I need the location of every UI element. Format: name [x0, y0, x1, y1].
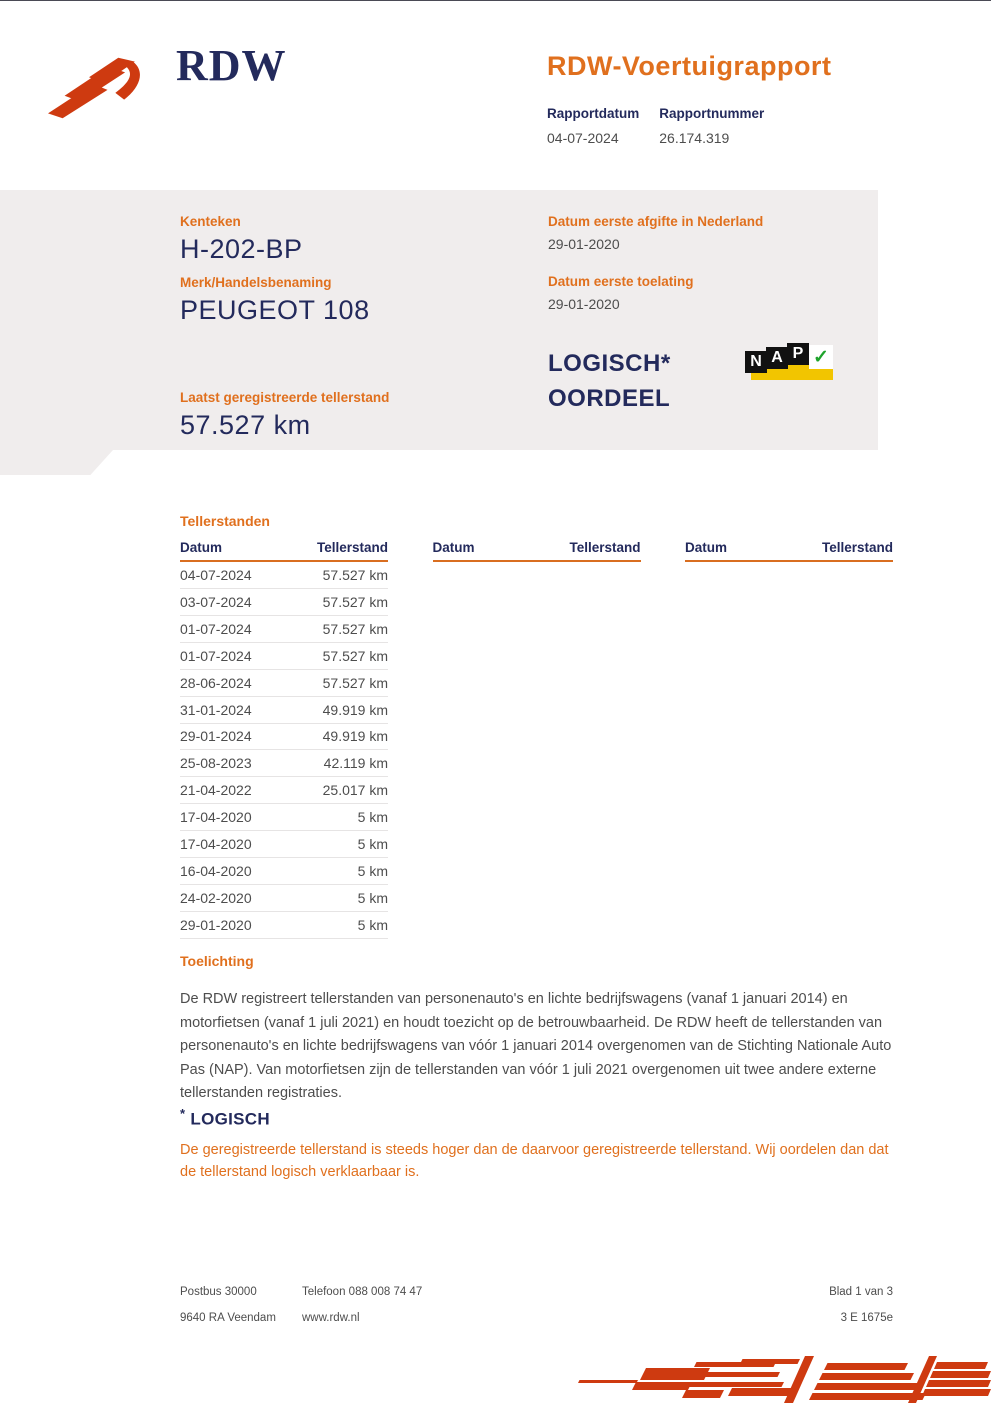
- tellerstanden-rows: [180, 562, 388, 939]
- row-tellerstand: 25.017 km: [322, 782, 388, 799]
- vehicle-summary-panel: [0, 190, 878, 450]
- page-footer: [180, 1286, 893, 1338]
- afgifte-label: Datum eerste afgifte in Nederland: [548, 214, 764, 229]
- nap-letter-p: P: [787, 343, 809, 365]
- page-top-rule: [0, 0, 991, 1]
- row-tellerstand: 49.919 km: [322, 701, 388, 718]
- rdw-feather-logo-icon: [48, 50, 170, 122]
- row-tellerstand: 57.527 km: [322, 593, 388, 610]
- row-tellerstand: 5 km: [357, 809, 388, 826]
- col-tellerstand: Tellerstand: [316, 540, 388, 555]
- row-datum: 28-06-2024: [180, 674, 252, 691]
- report-number-value: 26.174.319: [659, 130, 730, 146]
- nap-logo: [745, 342, 835, 386]
- row-datum: 29-01-2024: [180, 728, 252, 745]
- table-row: [180, 697, 388, 724]
- col-tellerstand: Tellerstand: [569, 540, 641, 555]
- rdw-wordmark: RDW: [176, 41, 287, 90]
- tellerstanden-header-row: [180, 540, 893, 562]
- logisch-star: *: [180, 1106, 186, 1121]
- afgifte-value: 29-01-2020: [548, 236, 620, 252]
- logisch-section: [180, 1106, 907, 1184]
- col-datum: Datum: [685, 540, 728, 555]
- row-tellerstand: 5 km: [357, 863, 388, 880]
- merk-label: Merk/Handelsbenaming: [180, 275, 332, 290]
- logisch-title: * LOGISCH: [180, 1106, 270, 1129]
- header-group-2: [433, 540, 641, 562]
- footer-form-code: 3 E 1675e: [840, 1312, 893, 1324]
- table-row: [180, 858, 388, 885]
- logisch-body: De geregistreerde tellerstand is steeds hoger dan de daarvoor geregistreerde tellerstand. Wij oordelen dan dat de tellerstand logisch verklaarbaar is.: [180, 1141, 889, 1181]
- table-row: [180, 589, 388, 616]
- toelichting-section: [180, 953, 907, 1106]
- table-row: [180, 885, 388, 912]
- header-group-1: [180, 540, 388, 562]
- col-datum: Datum: [432, 540, 475, 555]
- row-datum: 01-07-2024: [180, 620, 252, 637]
- row-tellerstand: 49.919 km: [322, 728, 388, 745]
- table-row: [180, 777, 388, 804]
- row-datum: 03-07-2024: [180, 593, 252, 610]
- report-date-label: Rapportdatum: [547, 106, 640, 121]
- laatste-tellerstand-label: Laatst geregistreerde tellerstand: [180, 390, 390, 405]
- table-row: [180, 643, 388, 670]
- footer-website-link[interactable]: www.rdw.nl: [302, 1312, 360, 1324]
- header-group-3: [685, 540, 893, 562]
- table-row: [180, 562, 388, 589]
- nap-letter-a: A: [766, 347, 788, 369]
- row-datum: 29-01-2020: [180, 916, 252, 933]
- toelichting-body: De RDW registreert tellerstanden van personenauto's en lichte bedrijfswagens (vanaf 1 januari 2014) en motorfietsen (vanaf 1 juli 2021) en houdt toezicht op de betrouwbaarheid. De RDW heeft de tellerstanden van personenauto's en lichte bedrijfswagens van vóór 1 januari 2014 overgenomen van de Stichting Nationale Auto Pas (NAP). Van motorfietsen zijn de tellerstanden van vóór 1 juli 2021 overgenomen uit twee andere externe tellerstanden registraties.: [180, 991, 892, 1101]
- row-tellerstand: 57.527 km: [322, 674, 388, 691]
- toelichting-title: Toelichting: [180, 953, 254, 969]
- row-tellerstand: 5 km: [357, 890, 388, 907]
- footer-page-indicator: Blad 1 van 3: [829, 1286, 893, 1298]
- footer-telefoon: Telefoon 088 008 74 47: [302, 1286, 423, 1298]
- col-datum: Datum: [180, 540, 223, 555]
- row-datum: 01-07-2024: [180, 647, 252, 664]
- row-tellerstand: 5 km: [357, 836, 388, 853]
- report-date-value: 04-07-2024: [547, 130, 619, 146]
- kenteken-value: H-202-BP: [180, 234, 303, 264]
- oordeel-line2: OORDEEL: [548, 385, 671, 412]
- panel-corner-flag: [0, 450, 113, 475]
- row-datum: 31-01-2024: [180, 701, 252, 718]
- table-row: [180, 912, 388, 939]
- table-row: [180, 616, 388, 643]
- row-datum: 24-02-2020: [180, 890, 252, 907]
- table-row: [180, 831, 388, 858]
- row-tellerstand: 57.527 km: [322, 647, 388, 664]
- tellerstanden-title: Tellerstanden: [180, 513, 270, 529]
- table-row: [180, 670, 388, 697]
- footer-postbus: Postbus 30000: [180, 1286, 257, 1298]
- table-row: [180, 724, 388, 751]
- table-row: [180, 804, 388, 831]
- page-title: RDW-Voertuigrapport: [547, 51, 832, 81]
- row-datum: 16-04-2020: [180, 863, 252, 880]
- oordeel-verdict: [548, 346, 671, 416]
- tellerstanden-section: [180, 513, 893, 939]
- row-tellerstand: 5 km: [357, 916, 388, 933]
- merk-value: PEUGEOT 108: [180, 295, 370, 325]
- nap-letter-n: N: [745, 351, 767, 373]
- kenteken-label: Kenteken: [180, 214, 241, 229]
- report-number-label: Rapportnummer: [659, 106, 765, 121]
- row-tellerstand: 42.119 km: [323, 755, 388, 772]
- row-datum: 17-04-2020: [180, 809, 252, 826]
- toelating-label: Datum eerste toelating: [548, 274, 694, 289]
- row-datum: 25-08-2023: [180, 755, 252, 772]
- col-tellerstand: Tellerstand: [821, 540, 893, 555]
- table-row: [180, 750, 388, 777]
- row-tellerstand: 57.527 km: [322, 566, 388, 583]
- oordeel-line1: LOGISCH*: [548, 350, 671, 377]
- footer-plaats: 9640 RA Veendam: [180, 1312, 276, 1324]
- toelating-value: 29-01-2020: [548, 296, 620, 312]
- nap-checkmark-icon: ✓: [809, 345, 833, 369]
- row-datum: 21-04-2022: [180, 782, 252, 799]
- speed-stripes-graphic: [578, 1356, 991, 1403]
- row-datum: 17-04-2020: [180, 836, 252, 853]
- report-meta: [547, 106, 764, 146]
- laatste-tellerstand-value: 57.527 km: [180, 410, 311, 440]
- row-tellerstand: 57.527 km: [322, 620, 388, 637]
- row-datum: 04-07-2024: [180, 566, 252, 583]
